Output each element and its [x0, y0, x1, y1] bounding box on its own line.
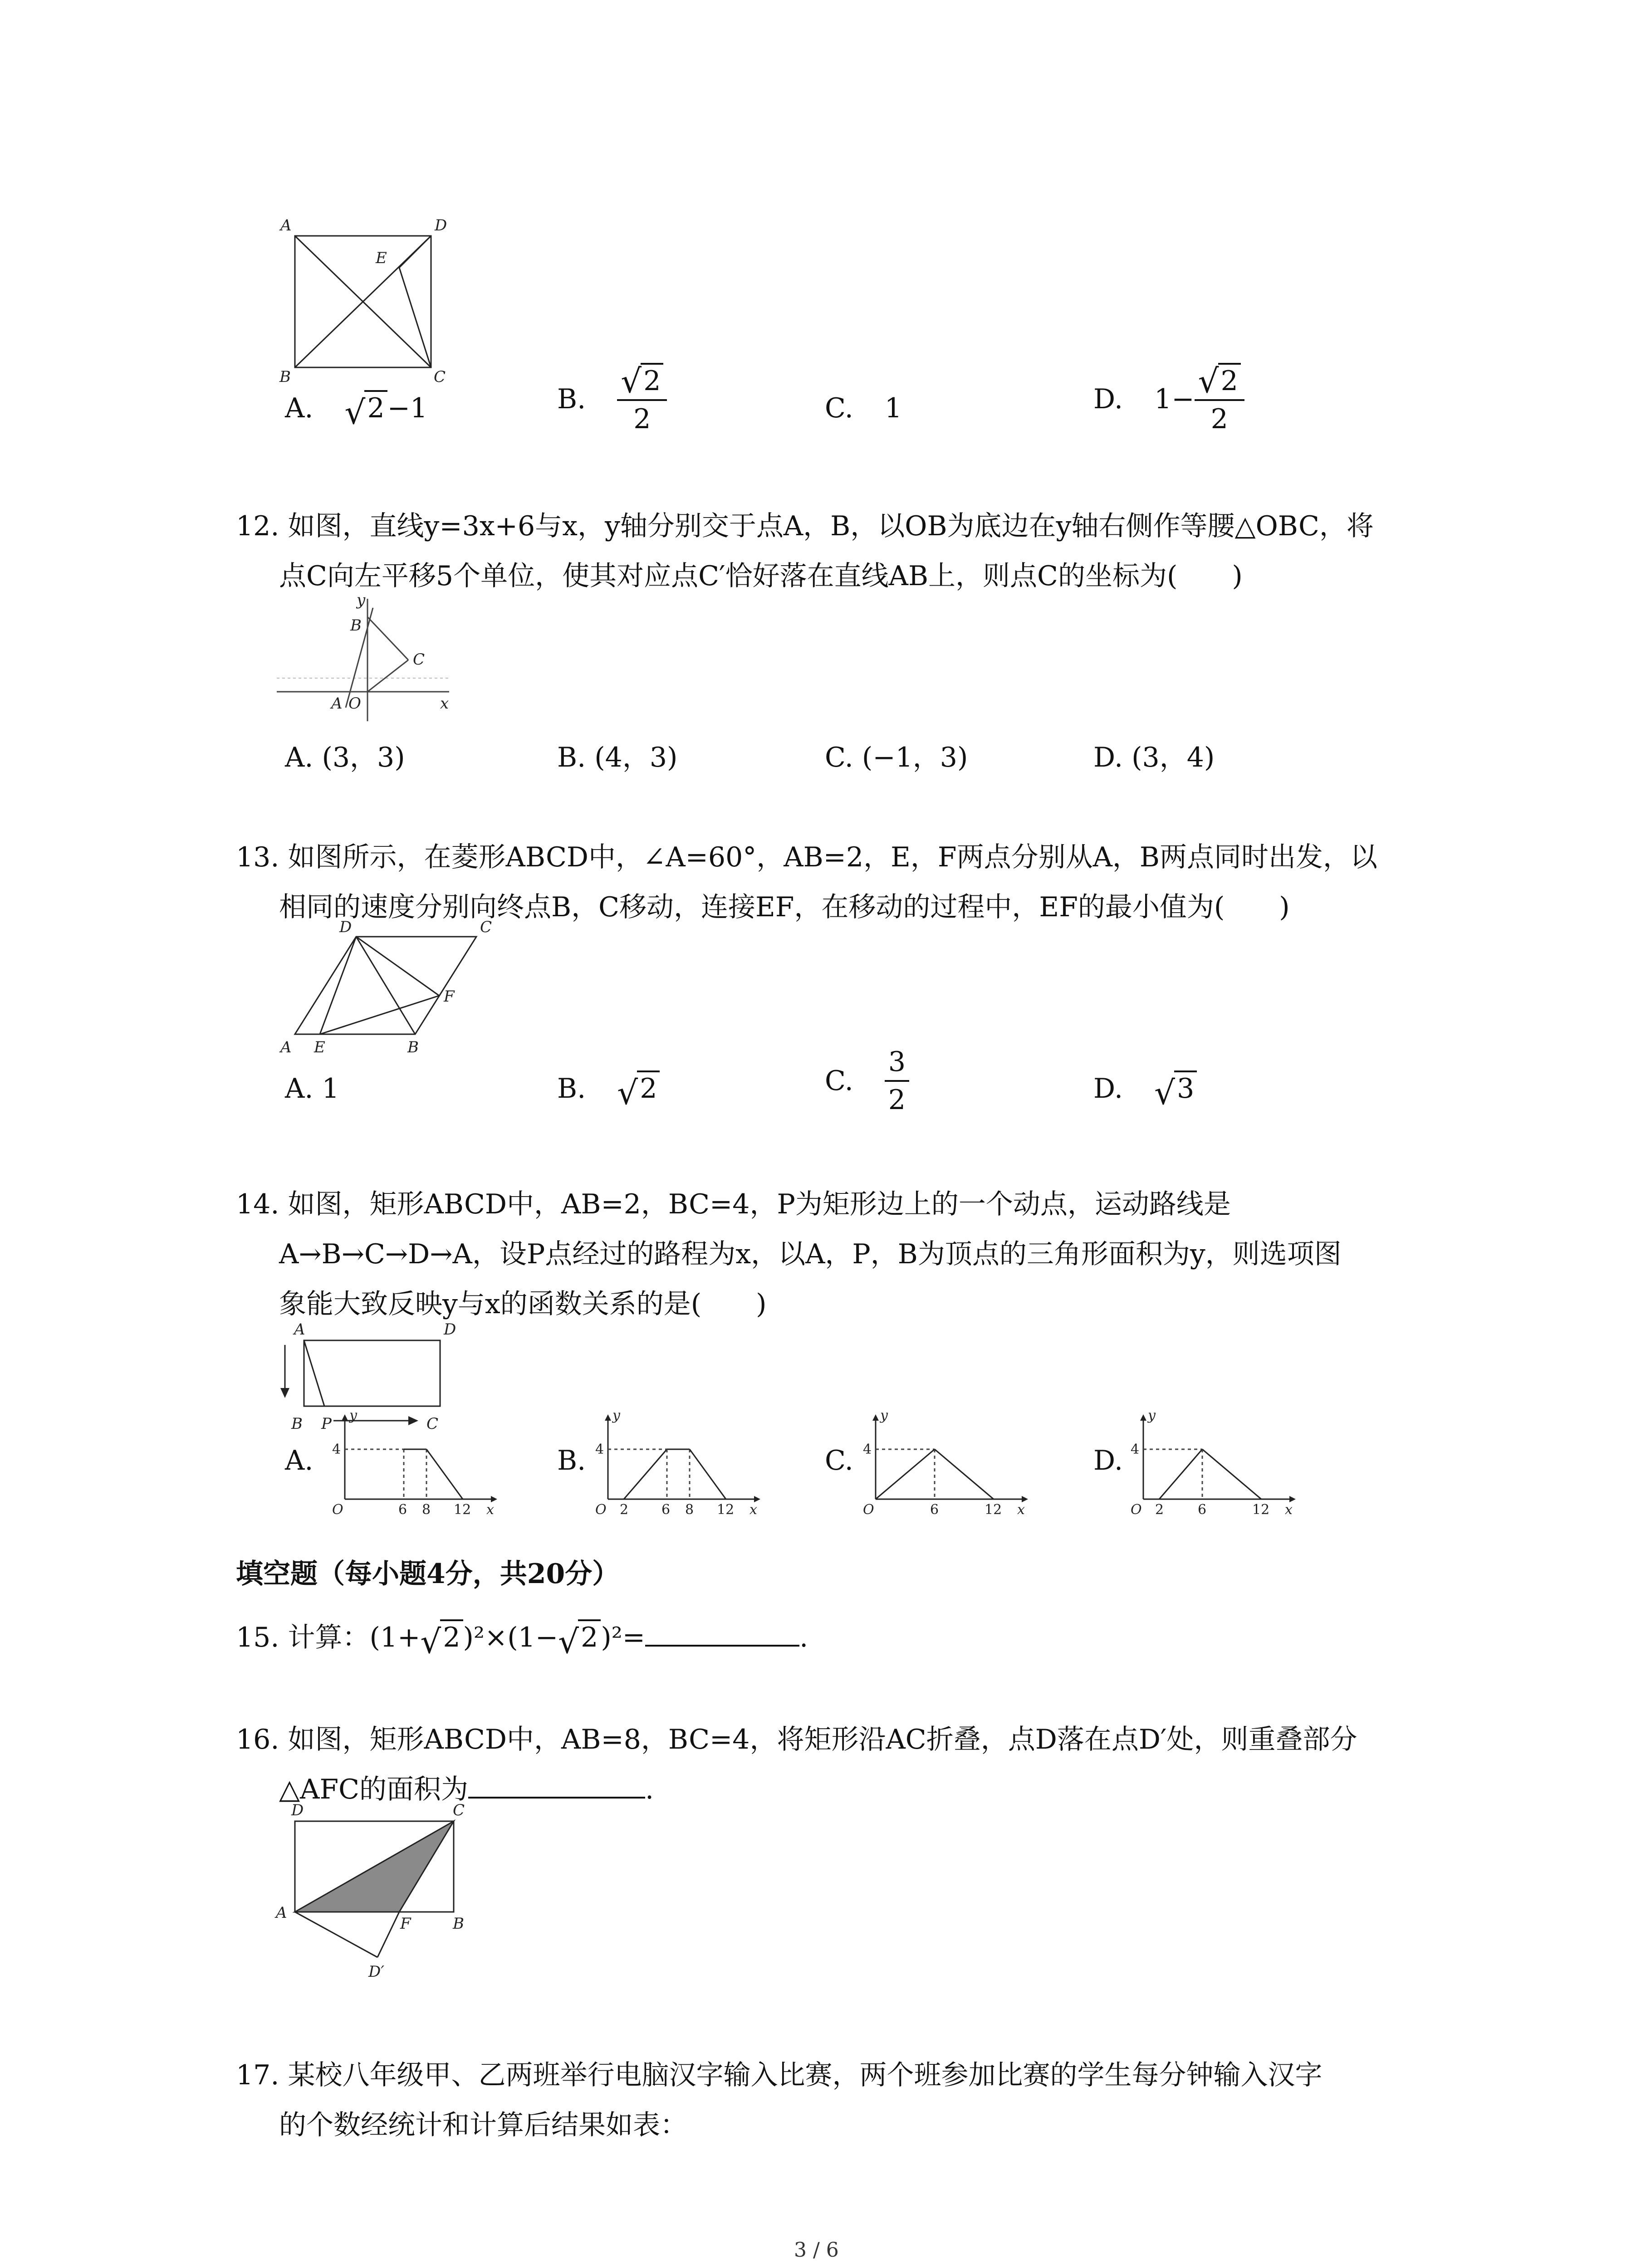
section-title: 填空题（每小题4分，共20分）: [236, 1558, 620, 1590]
q11-option-c[interactable]: [825, 388, 902, 429]
q13-line-1: 13. 如图所示，在菱形ABCD中，∠A=60°，AB=2，E，F两点分别从A，B两点同时出发，以: [236, 841, 1377, 873]
q11-label-A: A: [280, 216, 292, 235]
q16-label-Dprime: D′: [368, 1963, 384, 1981]
q14-a-6: 6: [398, 1502, 407, 1518]
q14-d-o: O: [1131, 1502, 1142, 1518]
q14-line-1: 14. 如图，矩形ABCD中，AB=2，BC=4，P为矩形边上的一个动点，运动路线是: [236, 1188, 1231, 1220]
q12-option-c[interactable]: C. (−1，3): [825, 742, 968, 773]
q13-option-b-prefix: B.: [557, 1073, 586, 1105]
q15-answer-blank[interactable]: [645, 1618, 799, 1647]
q14-b-4: 4: [595, 1442, 604, 1457]
q14-option-a-letter[interactable]: A.: [285, 1445, 314, 1476]
q11-figure: [272, 213, 463, 386]
q13-option-b-sqrt: √ 2: [617, 1068, 660, 1109]
q14-c-o: O: [863, 1502, 874, 1518]
q13-option-a[interactable]: A. 1: [285, 1073, 339, 1105]
q14-label-C: C: [426, 1415, 439, 1433]
q14-d-6: 6: [1198, 1502, 1207, 1518]
q16-line-1: 16. 如图，矩形ABCD中，AB=8，BC=4，将矩形沿AC折叠，点D落在点D′处，则重叠部分: [236, 1724, 1357, 1755]
q14-d-4: 4: [1131, 1442, 1140, 1457]
q13-option-c-fraction: $\frac{3}{2}$: [885, 1046, 909, 1116]
q12-label-O: O: [348, 694, 361, 713]
q14-option-d-letter[interactable]: D.: [1093, 1445, 1123, 1476]
q13-label-C: C: [480, 918, 492, 936]
q11-option-d-fraction: √ 2 2: [1195, 363, 1244, 435]
q14-option-c-letter[interactable]: C.: [825, 1445, 853, 1476]
q14-b-2: 2: [620, 1502, 629, 1518]
q11-label-C: C: [434, 368, 446, 386]
q16-label-F: F: [400, 1915, 411, 1933]
q14-a-4: 4: [332, 1442, 341, 1457]
q12-label-B: B: [350, 616, 362, 635]
q12-line-1: 12. 如图，直线y=3x+6与x，y轴分别交于点A，B，以OB为底边在y轴右侧作等腰△OBC，将: [236, 510, 1374, 542]
q14-b-6: 6: [661, 1502, 671, 1518]
q14-label-P: P: [321, 1415, 332, 1433]
q13-line-2: 相同的速度分别向终点B，C移动，连接EF，在移动的过程中，EF的最小值为( ): [279, 891, 1290, 923]
q14-c-12: 12: [985, 1502, 1002, 1518]
q14-d-2: 2: [1155, 1502, 1164, 1518]
q11-label-B: B: [279, 368, 291, 386]
q11-option-d-lead: 1−: [1154, 383, 1195, 415]
q11-option-c-value: 1: [884, 392, 902, 424]
q14-c-6: 6: [930, 1502, 939, 1518]
q15-end: .: [799, 1622, 808, 1653]
q14-graph-b[interactable]: [590, 1408, 762, 1518]
q14-graph-c[interactable]: [857, 1408, 1030, 1518]
q13-option-d[interactable]: [1093, 1068, 1197, 1112]
q14-d-y: y: [1148, 1408, 1156, 1423]
q13-label-F: F: [444, 987, 455, 1006]
q12-label-A: A: [331, 694, 343, 713]
q15-prefix: 15. 计算：(1+: [236, 1622, 421, 1653]
q12-label-C: C: [413, 650, 425, 669]
q11-option-d[interactable]: [1093, 363, 1244, 435]
q14-graph-d[interactable]: [1125, 1408, 1298, 1518]
q14-a-12: 12: [454, 1502, 471, 1518]
q13-label-E: E: [314, 1038, 325, 1056]
q15-sqrt-2: √ 2: [558, 1617, 601, 1658]
q11-option-a-sqrt: √ 2: [344, 388, 387, 429]
q11-option-c-prefix: C.: [825, 392, 853, 424]
q13-option-c-prefix: C.: [825, 1065, 853, 1097]
q14-d-12: 12: [1252, 1502, 1270, 1518]
q15-tail: )²=: [601, 1622, 646, 1653]
q14-b-o: O: [595, 1502, 607, 1518]
q14-c-4: 4: [863, 1442, 872, 1457]
q14-line-3: 象能大致反映y与x的函数关系的是( ): [279, 1288, 767, 1320]
q17-line-2: 的个数经统计和计算后结果如表：: [279, 2109, 687, 2141]
q11-option-a-prefix: A.: [285, 392, 314, 424]
q16-label-B: B: [453, 1915, 464, 1933]
q16-end: .: [645, 1774, 654, 1805]
q13-label-A: A: [280, 1038, 292, 1056]
q16-line-2: △AFC的面积为: [279, 1774, 469, 1805]
q16-label-A: A: [276, 1904, 287, 1922]
q11-option-a[interactable]: [285, 388, 427, 429]
q11-option-a-tail: −1: [387, 392, 428, 424]
q14-line-2: A→B→C→D→A，设P点经过的路程为x，以A，P，B为顶点的三角形面积为y，则选项图: [279, 1238, 1342, 1270]
q16-label-C: C: [453, 1801, 465, 1819]
q14-graph-a[interactable]: [327, 1408, 499, 1518]
q15-mid: )²×(1−: [463, 1622, 558, 1653]
q14-b-8: 8: [685, 1502, 694, 1518]
q12-figure: [272, 590, 463, 726]
q13-label-B: B: [407, 1038, 419, 1056]
q14-a-8: 8: [422, 1502, 431, 1518]
q14-label-B: B: [291, 1415, 303, 1433]
q14-b-12: 12: [717, 1502, 735, 1518]
q14-c-x: x: [1017, 1502, 1025, 1518]
q11-option-d-prefix: D.: [1093, 383, 1123, 415]
q11-label-E: E: [376, 249, 387, 267]
q14-a-o: O: [332, 1502, 343, 1518]
q17-line-1: 17. 某校八年级甲、乙两班举行电脑汉字输入比赛，两个班参加比赛的学生每分钟输入汉字: [236, 2059, 1323, 2091]
q14-c-y: y: [880, 1408, 888, 1423]
q16-figure: [272, 1801, 481, 1991]
q11-option-b-prefix: B.: [557, 383, 586, 415]
q12-label-x: x: [440, 694, 449, 713]
q14-label-A: A: [294, 1320, 305, 1339]
q14-label-D: D: [444, 1320, 456, 1339]
page-number: 3 / 6: [794, 2239, 839, 2262]
q11-option-b-fraction: √ 2 2: [617, 363, 667, 435]
q14-b-y: y: [612, 1408, 620, 1423]
q14-option-b-letter[interactable]: B.: [557, 1445, 586, 1476]
q14-b-x: x: [749, 1502, 757, 1518]
q15-sqrt-1: √ 2: [420, 1617, 463, 1658]
q12-line-2: 点C向左平移5个单位，使其对应点C′恰好落在直线AB上，则点C的坐标为( ): [279, 560, 1243, 592]
q14-d-x: x: [1285, 1502, 1293, 1518]
q13-option-d-prefix: D.: [1093, 1073, 1123, 1105]
q16-answer-blank[interactable]: [468, 1769, 645, 1799]
q13-label-D: D: [339, 918, 352, 936]
q12-option-b[interactable]: B. (4，3): [557, 742, 678, 773]
q11-label-D: D: [435, 216, 447, 235]
q13-option-c[interactable]: [825, 1046, 909, 1116]
q12-label-y: y: [357, 591, 366, 609]
q12-option-d[interactable]: D. (3，4): [1093, 742, 1215, 773]
q13-option-b[interactable]: [557, 1068, 660, 1112]
q14-a-x: x: [486, 1502, 494, 1518]
q16-label-D: D: [291, 1801, 304, 1819]
q13-option-d-sqrt: √ 3: [1154, 1068, 1197, 1109]
q14-a-y: y: [349, 1408, 357, 1423]
q15: [236, 1617, 808, 1661]
q13-figure: [272, 918, 526, 1057]
q11-option-b[interactable]: [557, 363, 667, 435]
q12-option-a[interactable]: A. (3，3): [285, 742, 405, 773]
